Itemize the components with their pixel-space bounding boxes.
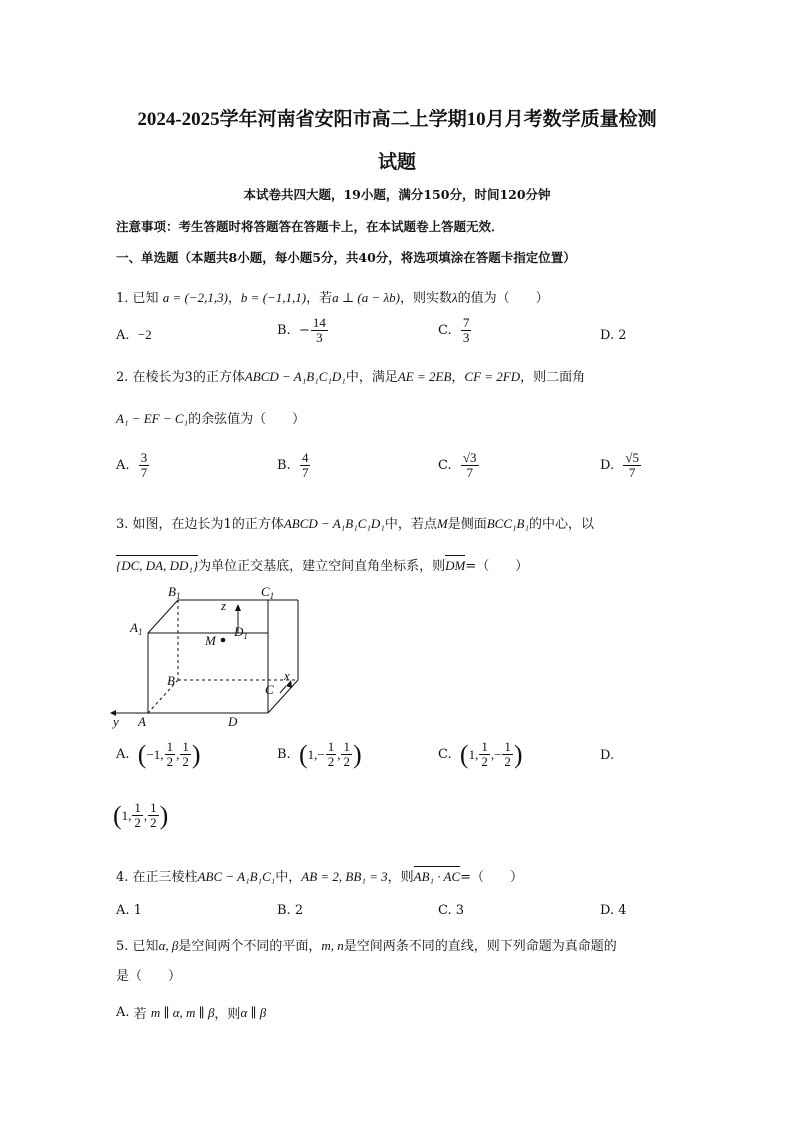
lambda-symbol: λ [451, 290, 458, 305]
x-axis-segment [280, 686, 286, 693]
option-3a[interactable]: A. ( −1, $\frac{1}{2}$ , $\frac{1}{2}$ ) [116, 739, 201, 769]
label-m: M [205, 633, 216, 648]
option-2a[interactable]: A. $\frac{3}{7}$ [116, 450, 148, 480]
question-2-continued: A₁ − EF − C₁的余弦值为（ ） [116, 411, 306, 427]
point-m [221, 638, 226, 643]
question-4: 4. 在正三棱柱ABC − A₁B₁C₁中，AB = 2, BB₁ = 3，则AB₁ · AC=（ ） [116, 869, 524, 885]
label-b1: $B_1$ [168, 584, 181, 601]
exam-title-continued: 试题 [377, 152, 416, 173]
label-z: z [221, 598, 227, 613]
perpendicular-condition: a ⊥ (a − λb) [332, 290, 400, 305]
option-1a[interactable]: A. −2 [116, 327, 152, 343]
cube-name: ABCD − A₁B₁C₁D₁ [244, 369, 346, 384]
label-d1: $D_1$ [234, 624, 248, 641]
vector-b: b = (−1,1,1) [240, 290, 307, 305]
option-2b[interactable]: B. $\frac{4}{7}$ [277, 450, 309, 480]
cube-figure [108, 580, 308, 730]
exam-note: 注意事项：考生答题时将答题答在答题卡上，在本试题卷上答题无效． [116, 219, 504, 234]
option-5a[interactable]: A. 若 m ∥ α, m ∥ β ，则 α ∥ β [116, 1004, 267, 1022]
option-4b[interactable]: B. 2 [277, 903, 304, 918]
fraction: $\frac{7}{3}$ [462, 315, 470, 345]
exam-info: 本试卷共四大题，19小题，满分150分，时间120分钟 [243, 187, 551, 202]
option-3d-value[interactable]: ( 1, $\frac{1}{2}$ , $\frac{1}{2}$ ) [113, 800, 169, 830]
exam-title: 2024-2025学年河南省安阳市高二上学期10月月考数学质量检测 [137, 109, 657, 130]
option-1b[interactable]: B. − $\frac{14}{3}$ [277, 315, 326, 345]
option-2d[interactable]: D. $\frac{√5}{7}$ [600, 450, 639, 480]
option-4a[interactable]: A. 1 [116, 903, 142, 918]
question-5-continued: 是（ ） [116, 969, 182, 984]
option-3c[interactable]: C. ( 1, $\frac{1}{2}$ ,− $\frac{1}{2}$ ) [438, 739, 523, 769]
option-1c[interactable]: C. $\frac{7}{3}$ [438, 315, 470, 345]
section-heading: 一、单选题（本题共8小题，每小题5分，共40分，将选项填涂在答题卡指定位置） [116, 250, 576, 265]
question-1: 1. 已知 a = (−2,1,3)，b = (−1,1,1)，若a ⊥ (a − λb)，则实数λ的值为（ ） [116, 290, 549, 306]
option-1d[interactable]: D. 2 [600, 327, 627, 343]
vector-a: a = (−2,1,3) [162, 290, 228, 305]
edge-a1-b1 [148, 600, 178, 633]
label-d: D [228, 714, 238, 729]
label-a: A [138, 714, 146, 729]
vector-dm: DM [445, 558, 466, 573]
label-b: B [167, 673, 175, 688]
label-c1: $C_1$ [261, 584, 275, 601]
option-4d[interactable]: D. 4 [600, 903, 627, 918]
option-3d-label[interactable]: D. [600, 748, 615, 763]
z-arrowhead [235, 604, 241, 611]
question-5: 5. 已知α, β是空间两个不同的平面，m, n是空间两条不同的直线，则下列命题为真命题的 [116, 938, 617, 954]
label-a1: $A_1$ [130, 620, 143, 637]
option-4c[interactable]: C. 3 [438, 903, 465, 918]
dot-product: AB₁ · AC [413, 869, 461, 884]
basis-vectors: {DC, DA, DD₁} [116, 558, 199, 573]
option-2c[interactable]: C. $\frac{√3}{7}$ [438, 450, 477, 480]
option-3b[interactable]: B. ( 1,− $\frac{1}{2}$ , $\frac{1}{2}$ ) [277, 739, 362, 769]
question-2: 2. 在棱长为3的正方体ABCD − A₁B₁C₁D₁中，满足AE = 2EB，CF = 2FD，则二面角 [116, 369, 586, 385]
label-c: C [265, 682, 274, 697]
question-number: 1. [116, 291, 129, 306]
label-x: x [284, 668, 290, 683]
question-3-continued: {DC, DA, DD₁}为单位正交基底，建立空间直角坐标系，则DM=（ ） [116, 558, 529, 574]
fraction: $\frac{14}{3}$ [312, 315, 326, 345]
question-3: 3. 如图，在边长为1的正方体ABCD − A₁B₁C₁D₁中，若点M是侧面BCC₁B₁的中心，以 [116, 516, 594, 532]
label-y: y [113, 714, 119, 729]
dihedral-angle: A₁ − EF − C₁ [116, 411, 189, 426]
